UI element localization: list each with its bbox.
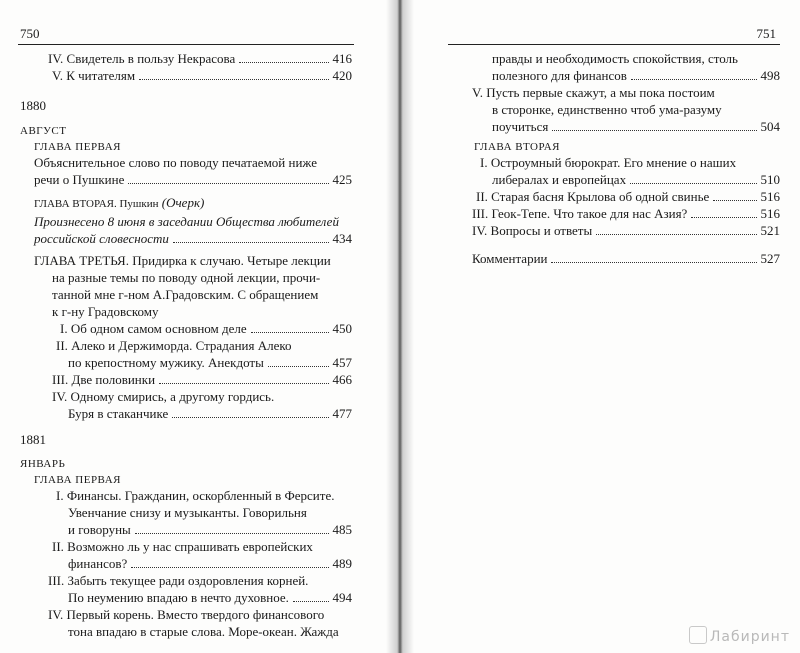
toc-entry-page: 527 — [760, 251, 780, 266]
toc-entry-450 — [60, 320, 352, 337]
toc-entry-page: 420 — [332, 68, 352, 83]
toc-entry-504 — [472, 84, 780, 135]
toc-entry-label: и говоруны — [68, 522, 131, 537]
toc-entry-page: 504 — [760, 119, 780, 134]
toc-entry-510 — [480, 154, 780, 188]
year-heading-1881: 1881 — [20, 432, 46, 447]
toc-entry-label: Буря в стаканчике — [68, 406, 169, 421]
toc-entry-516a — [476, 188, 780, 205]
watermark-text: Лабиринт — [709, 629, 790, 645]
toc-entry-page: 489 — [332, 556, 352, 571]
chapter-heading: ГЛАВА ПЕРВАЯ — [34, 474, 121, 486]
toc-entry-457 — [56, 337, 352, 371]
toc-entry-line: IV. Первый корень. Вместо твердого финансового — [48, 607, 325, 622]
left-page-number: 750 — [20, 26, 40, 41]
toc-entry-466 — [52, 371, 352, 388]
toc-entry-line: I. Остроумный бюрократ. Его мнение о наших — [480, 155, 737, 170]
toc-entry-comments — [472, 250, 780, 267]
left-page — [0, 0, 392, 653]
toc-entry-420 — [48, 67, 352, 84]
toc-entry-line: IV. Одному смирись, а другому гордись. — [52, 389, 275, 404]
toc-entry-label: III. Геок-Тепе. Что такое для нас Азия? — [472, 206, 688, 221]
toc-entry-page: 434 — [332, 231, 352, 246]
toc-entry-516b — [472, 205, 780, 222]
toc-entry-label: III. Две половинки — [52, 372, 156, 387]
toc-entry-label: либералах и европейцах — [492, 172, 627, 187]
toc-entry-line: тона впадаю в старые слова. Море-океан. Жажда — [68, 624, 339, 639]
toc-entry-page: 450 — [332, 321, 352, 336]
toc-entry-521 — [472, 222, 780, 239]
toc-entry-416 — [48, 50, 352, 67]
watermark-logo — [689, 626, 790, 645]
toc-entry-label: V. К читателям — [52, 68, 136, 83]
toc-entry-page: 485 — [332, 522, 352, 537]
toc-entry-page: 516 — [760, 189, 780, 204]
toc-entry-page: 521 — [760, 223, 780, 238]
toc-entry-page: 466 — [332, 372, 352, 387]
toc-entry-line: танной мне г-ном А.Градовским. С обращением — [52, 287, 319, 302]
toc-entry-line: II. Алеко и Держиморда. Страдания Алеко — [56, 338, 292, 353]
toc-entry-first-root — [48, 606, 352, 640]
toc-entry-label: I. Об одном самом основном деле — [60, 321, 247, 336]
toc-entry-434 — [34, 194, 352, 247]
toc-entry-label: IV. Вопросы и ответы — [472, 223, 593, 238]
toc-entry-line: III. Забыть текущее ради оздоровления корней. — [48, 573, 309, 588]
toc-entry-line: ГЛАВА ТРЕТЬЯ. Придирка к случаю. Четыре лекции — [34, 253, 331, 268]
toc-entry-494 — [48, 572, 352, 606]
chapter-subtitle: (Очерк) — [161, 195, 205, 210]
right-header-rule — [448, 44, 780, 45]
toc-entry-page: 425 — [332, 172, 352, 187]
toc-entry-label: российской словесности — [34, 231, 169, 246]
toc-entry-489 — [52, 538, 352, 572]
toc-entry-page: 498 — [760, 68, 780, 83]
toc-entry-line: II. Возможно ль у нас спрашивать европейских — [52, 539, 313, 554]
chapter-heading: ГЛАВА ВТОРАЯ — [474, 141, 560, 153]
toc-entry-line: V. Пусть первые скажут, а мы пока постоим — [472, 85, 715, 100]
right-page — [408, 0, 800, 653]
toc-entry-line: на разные темы по поводу одной лекции, прочи- — [52, 270, 321, 285]
toc-entry-page: 477 — [332, 406, 352, 421]
chapter-heading: ГЛАВА ПЕРВАЯ — [34, 141, 121, 153]
toc-entry-page: 416 — [332, 51, 352, 66]
year-heading-1880: 1880 — [20, 98, 46, 113]
toc-entry-label: По неумению впадаю в нечто духовное. — [68, 590, 289, 605]
right-page-number: 751 — [756, 26, 776, 41]
toc-entry-page: 494 — [332, 590, 352, 605]
toc-entry-label: поучиться — [492, 119, 549, 134]
toc-entry-label: IV. Свидетель в пользу Некрасова — [48, 51, 236, 66]
toc-entry-page: 510 — [760, 172, 780, 187]
toc-entry-498 — [492, 50, 780, 84]
toc-entry-line: правды и необходимость спокойствия, столь — [492, 51, 738, 66]
watermark-icon — [689, 626, 707, 644]
toc-entry-label: полезного для финансов — [492, 68, 627, 83]
toc-entry-425 — [34, 154, 352, 188]
toc-entry-page: 516 — [760, 206, 780, 221]
month-heading-august: АВГУСТ — [20, 125, 67, 137]
toc-entry-label: Комментарии — [472, 251, 548, 266]
toc-entry-485 — [56, 487, 352, 538]
toc-entry-line: Произнесено 8 июня в заседании Общества любителей — [34, 214, 339, 229]
toc-entry-label: II. Старая басня Крылова об одной свинье — [476, 189, 710, 204]
left-header-rule — [18, 44, 354, 45]
toc-entry-line: в сторонке, единственно чтоб ума-разуму — [492, 102, 722, 117]
chapter-heading: ГЛАВА ВТОРАЯ. Пушкин — [34, 198, 159, 210]
toc-entry-line: к г-ну Градовскому — [52, 304, 159, 319]
toc-entry-label: по крепостному мужику. Анекдоты — [68, 355, 264, 370]
toc-entry-label: финансов? — [68, 556, 128, 571]
toc-entry-477 — [52, 388, 352, 422]
toc-entry-line: Увенчание снизу и музыканты. Говорильня — [68, 505, 307, 520]
toc-entry-label: речи о Пушкине — [34, 172, 125, 187]
month-heading-january: ЯНВАРЬ — [20, 458, 66, 470]
chapter-three-title — [34, 252, 352, 320]
toc-entry-line: I. Финансы. Гражданин, оскорбленный в Ферсите. — [56, 488, 335, 503]
toc-entry-page: 457 — [332, 355, 352, 370]
toc-entry-line: Объяснительное слово по поводу печатаемой ниже — [34, 155, 318, 170]
